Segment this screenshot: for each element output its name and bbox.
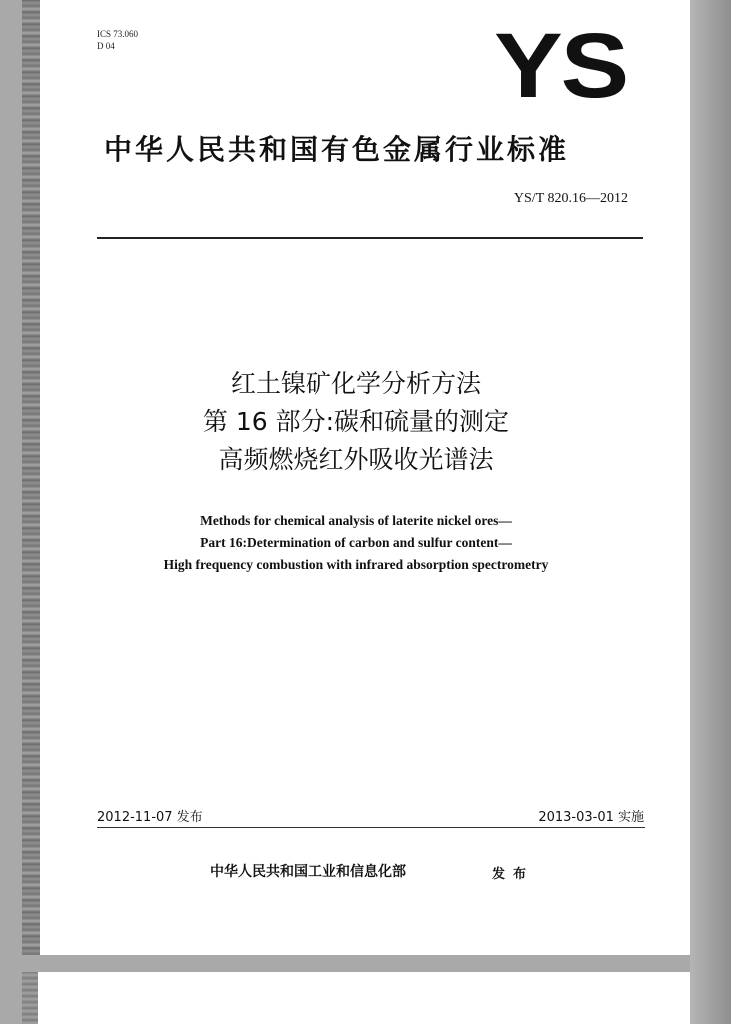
- english-title: [22, 510, 690, 576]
- document-page: [22, 0, 690, 955]
- next-page-scan-edge: [22, 972, 38, 1024]
- chinese-title-line-3: 高频燃烧红外吸收光谱法: [218, 445, 494, 474]
- standard-category: 中华人民共和国有色金属行业标准: [104, 133, 570, 166]
- ics-code: ICS 73.060: [97, 29, 139, 39]
- publisher-name: 中华人民共和国工业和信息化部: [210, 864, 406, 880]
- classification-codes: [97, 28, 138, 52]
- english-title-line-1: Methods for chemical analysis of laterite nickel ores—: [200, 513, 512, 528]
- standard-number: YS/T 820.16—2012: [513, 191, 628, 206]
- next-page-strip: [22, 972, 690, 1024]
- issue-date: 2012-11-07 发布: [97, 810, 203, 825]
- english-title-line-3: High frequency combustion with infrared absorption spectrometry: [163, 557, 549, 572]
- bottom-divider: [97, 827, 645, 828]
- right-margin-shadow: [690, 0, 731, 1024]
- top-divider: [97, 237, 643, 239]
- ccs-code: D 04: [97, 41, 115, 51]
- scan-edge-shadow: [22, 0, 40, 955]
- chinese-title-line-2: 第 16 部分:碳和硫量的测定: [202, 407, 510, 436]
- implementation-date: 2013-03-01 实施: [538, 810, 644, 825]
- chinese-title-line-1: 红土镍矿化学分析方法: [230, 369, 481, 398]
- english-title-line-2: Part 16:Determination of carbon and sulfur content—: [200, 535, 512, 550]
- chinese-title: [22, 365, 690, 479]
- ys-logo: YS: [494, 15, 627, 117]
- publish-label: 发布: [492, 867, 535, 882]
